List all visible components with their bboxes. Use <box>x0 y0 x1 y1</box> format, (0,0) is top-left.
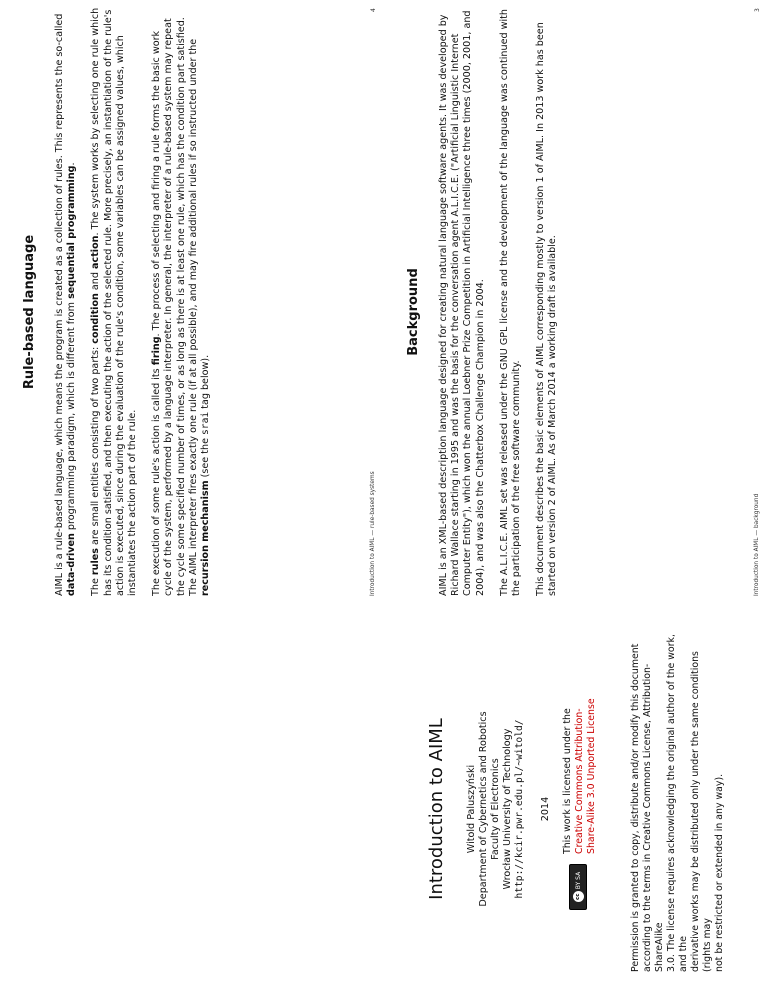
srai-tag: srai <box>200 411 212 435</box>
background-body <box>438 6 572 596</box>
rule-based-footer: Introduction to AIML — rule-based systems <box>370 471 376 596</box>
homepage-url[interactable]: http://kcir.pwr.edu.pl/~witold/ <box>514 719 525 899</box>
term-recursion-mechanism: recursion mechanism <box>200 480 212 596</box>
rule-based-para-3-e: (see the <box>200 434 212 481</box>
license-line-1: This work is licensed under the <box>562 708 573 854</box>
permission-line-2: according to the terms in Creative Commons License, Attribution-ShareAlike <box>642 663 665 972</box>
rule-based-para-3-g: tag below). <box>200 354 212 412</box>
rule-based-para-3 <box>151 4 212 596</box>
author-name: Witold Paluszyński <box>466 764 477 854</box>
cc-badge-label: BY SA <box>574 871 582 890</box>
license-note <box>562 698 598 854</box>
rule-based-heading: Rule-based language <box>22 234 37 390</box>
year: 2014 <box>540 796 551 822</box>
rule-based-para-2-c: are small entities consisting of two parts: <box>90 343 102 549</box>
term-rules: rules <box>90 548 102 576</box>
rule-based-para-3-a: The execution of some rule's action is called its <box>151 365 163 596</box>
permission-line-1: Permission is granted to copy, distribute and/or modify this document <box>630 643 641 972</box>
rule-based-para-2-a: The <box>90 575 102 596</box>
background-para-2: The A.L.I.C.E. AIML set was released under the GNU GPL license and the development of the language was continued with the participation of the free software community. <box>498 9 523 596</box>
title-slide <box>0 624 768 994</box>
rule-based-para-3-c: . The process of selecting and firing a rule forms the basic work cycle of the system, performed by a language interpreter. In general, the interpreter of a rule-based system may repeat the cycle some specified number of times, or as long as there is at least one rule, which has the condition part satisfied. The AIML interpreter fires exactly one rule (if at all possible), and may fire additional rules if so instructed under the <box>151 17 199 596</box>
rule-based-para-1-c: programming paradigm, which is different from <box>66 298 78 534</box>
permission-text <box>630 632 726 972</box>
title-slide-body <box>384 624 768 994</box>
rule-based-para-1-a: AIML is a rule-based language, which means the program is created as a collection of rules. This represents the so-called <box>54 13 65 596</box>
author-block <box>466 624 526 994</box>
background-footer: Introduction to AIML — background <box>754 493 760 596</box>
rule-based-para-2 <box>90 4 139 596</box>
term-firing: firing <box>151 336 163 366</box>
cc-icon: cc <box>573 891 584 902</box>
term-data-driven: data-driven <box>66 533 78 596</box>
license-link-1[interactable]: Creative Commons Attribution- <box>574 708 585 854</box>
background-para-3: This document describes the basic elements of AIML corresponding mostly to version 1 of AIML. In 2013 work has been started on version 2 of AIML. As of March 2014 a working draft is available. <box>535 22 559 596</box>
rule-based-para-1-e: . <box>66 162 78 166</box>
background-page-number: 3 <box>754 8 761 12</box>
university: Wrocław University of Technology <box>502 728 513 890</box>
department: Department of Cybernetics and Robotics <box>478 711 489 907</box>
faculty: Faculty of Electronics <box>490 758 501 860</box>
rule-based-page-number: 4 <box>370 8 377 12</box>
rule-based-para-1 <box>54 4 78 596</box>
background-para-1: AIML is an XML-based description language designed for creating natural language software agents. It was developed by Richard Wallace starting in 1995 and was the basis for the conversation agent A.L.I.C.E. ("Artificial Linguistic Internet Computer Entity"), which won the annual Loebner Prize Competition in Artificial Intelligence three times (2000, 2001, and 2004), and was also the Chatterbox Challenge Champion in 2004. <box>438 10 486 596</box>
permission-line-4: derivative works may be distributed only under the same conditions (rights may <box>690 651 713 972</box>
slide-background <box>384 0 768 624</box>
term-action: action <box>90 235 102 269</box>
rule-based-para-2-g: . The system works by selecting one rule which has its condition satisfied, and then executing the action of the selected rule. More precisely, an instantiation of the rule's action is executed, since during the evaluation of the rule's condition, some variables can be assigned values, which instantiates the action part of the rule. <box>90 7 139 596</box>
license-link-2[interactable]: Share-Alike 3.0 Unported License <box>586 698 597 854</box>
rule-based-body <box>54 4 224 596</box>
background-heading: Background <box>406 268 421 356</box>
cc-badge <box>569 864 587 910</box>
rule-based-para-2-e: and <box>90 268 102 294</box>
slide-rule-based <box>0 0 384 624</box>
permission-line-3: 3.0. The license requires acknowledging the original author of the work, and the <box>666 634 689 972</box>
term-sequential-programming: sequential programming <box>66 165 78 299</box>
doc-title: Introduction to AIML <box>426 718 447 900</box>
permission-line-5: not be restricted or extended in any way). <box>714 773 725 972</box>
term-condition: condition <box>90 293 102 344</box>
